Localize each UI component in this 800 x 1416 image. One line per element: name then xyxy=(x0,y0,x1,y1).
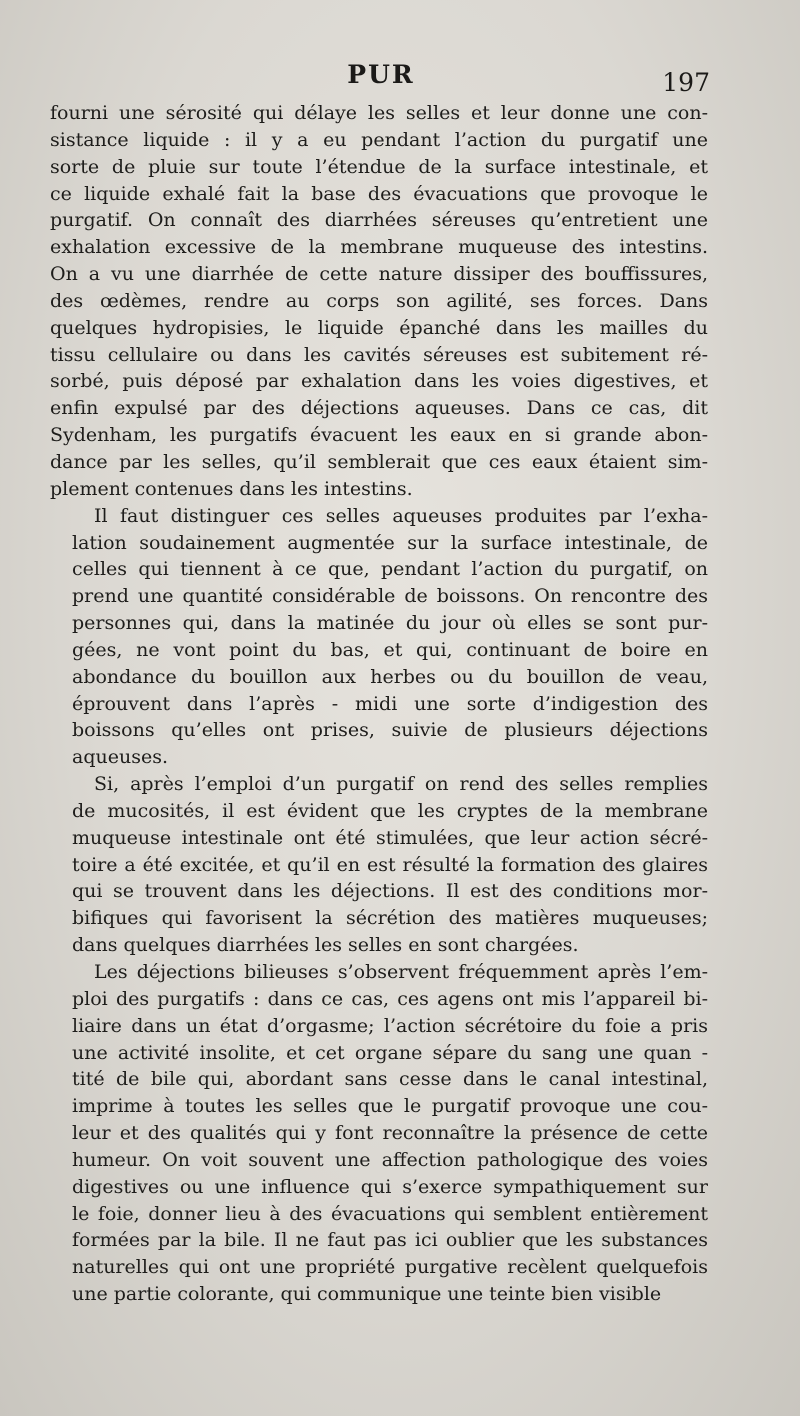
page-number: 197 xyxy=(662,68,710,97)
text-line: muqueuse intestinale ont été stimulées, que leur action sécré- xyxy=(72,826,708,849)
text-line: qui se trouvent dans les déjections. Il est des conditions mor- xyxy=(72,880,708,903)
page-header xyxy=(52,60,710,100)
text-line: boissons qu’elles ont prises, suivie de plusieurs déjections xyxy=(72,719,708,742)
text-line: plement contenues dans les intestins. xyxy=(50,477,413,500)
text-line: fourni une sérosité qui délaye les selles et leur donne une con- xyxy=(50,102,708,124)
text-line: lation soudainement augmentée sur la surface intestinale, de xyxy=(72,531,708,554)
paragraph xyxy=(50,503,708,771)
text-line: le foie, donner lieu à des évacuations qui semblent entièrement xyxy=(72,1202,708,1225)
text-line: Il faut distinguer ces selles aqueuses produites par l’exha- xyxy=(94,504,708,527)
text-line: purgatif. On connaît des diarrhées séreuses qu’entretient une xyxy=(50,209,708,232)
text-line: sorte de pluie sur toute l’étendue de la surface intestinale, et xyxy=(50,155,708,178)
text-line: sistance liquide : il y a eu pendant l’action du purgatif une xyxy=(50,128,708,151)
text-line: tité de bile qui, abordant sans cesse dans le canal intestinal, xyxy=(72,1068,708,1091)
text-line: liaire dans un état d’orgasme; l’action sécrétoire du foie a pris xyxy=(72,1014,708,1037)
text-line: sorbé, puis déposé par exhalation dans les voies digestives, et xyxy=(50,370,708,393)
text-line: abondance du bouillon aux herbes ou du bouillon de veau, xyxy=(72,665,708,688)
text-line: prend une quantité considérable de boissons. On rencontre des xyxy=(72,585,708,608)
text-line: dans quelques diarrhées les selles en sont chargées. xyxy=(72,934,579,957)
text-line: On a vu une diarrhée de cette nature dissiper des bouffissures, xyxy=(50,263,708,286)
text-line: leur et des qualités qui y font reconnaître la présence de cette xyxy=(72,1122,708,1145)
text-line: une partie colorante, qui communique une teinte bien visible xyxy=(72,1283,662,1306)
text-line: des œdèmes, rendre au corps son agilité, ses forces. Dans xyxy=(50,289,708,312)
text-line: éprouvent dans l’après - midi une sorte d’indigestion des xyxy=(72,692,708,715)
text-line: bifiques qui favorisent la sécrétion des matières muqueuses; xyxy=(72,907,708,930)
text-line: gées, ne vont point du bas, et qui, continuant de boire en xyxy=(72,638,708,661)
text-line: celles qui tiennent à ce que, pendant l’action du purgatif, on xyxy=(72,558,708,581)
text-line: tissu cellulaire ou dans les cavités séreuses est subitement ré- xyxy=(50,343,708,366)
text-line: imprime à toutes les selles que le purgatif provoque une cou- xyxy=(72,1095,708,1118)
text-line: Si, après l’emploi d’un purgatif on rend des selles remplies xyxy=(94,773,708,796)
text-line: ploi des purgatifs : dans ce cas, ces agens ont mis l’appareil bi- xyxy=(72,987,708,1010)
text-line: formées par la bile. Il ne faut pas ici oublier que les substances xyxy=(72,1229,708,1252)
text-line: enfin expulsé par des déjections aqueuses. Dans ce cas, dit xyxy=(50,397,708,420)
text-line: exhalation excessive de la membrane muqueuse des intestins. xyxy=(50,236,708,259)
text-line: dance par les selles, qu’il semblerait que ces eaux étaient sim- xyxy=(50,450,708,473)
text-line: toire a été excitée, et qu’il en est résulté la formation des glaires xyxy=(72,853,708,876)
paragraph xyxy=(50,100,708,503)
paragraph xyxy=(50,959,708,1308)
body-text xyxy=(50,100,708,1308)
text-line: digestives ou une influence qui s’exerce sympathiquement sur xyxy=(72,1175,708,1198)
paragraph xyxy=(50,771,708,959)
text-line: Les déjections bilieuses s’observent fréquemment après l’em- xyxy=(94,961,708,983)
text-line: ce liquide exhalé fait la base des évacuations que provoque le xyxy=(50,182,708,205)
running-head: PUR xyxy=(347,60,415,89)
text-line: humeur. On voit souvent une affection pathologique des voies xyxy=(72,1148,708,1171)
text-line: quelques hydropisies, le liquide épanché dans les mailles du xyxy=(50,316,708,339)
text-line: aqueuses. xyxy=(72,746,168,769)
text-line: une activité insolite, et cet organe sépare du sang une quan - xyxy=(72,1041,708,1064)
text-line: personnes qui, dans la matinée du jour où elles se sont pur- xyxy=(72,612,708,635)
text-line: naturelles qui ont une propriété purgative recèlent quelquefois xyxy=(72,1256,708,1279)
text-line: de mucosités, il est évident que les cryptes de la membrane xyxy=(72,799,708,822)
text-line: Sydenham, les purgatifs évacuent les eaux en si grande abon- xyxy=(50,424,708,447)
